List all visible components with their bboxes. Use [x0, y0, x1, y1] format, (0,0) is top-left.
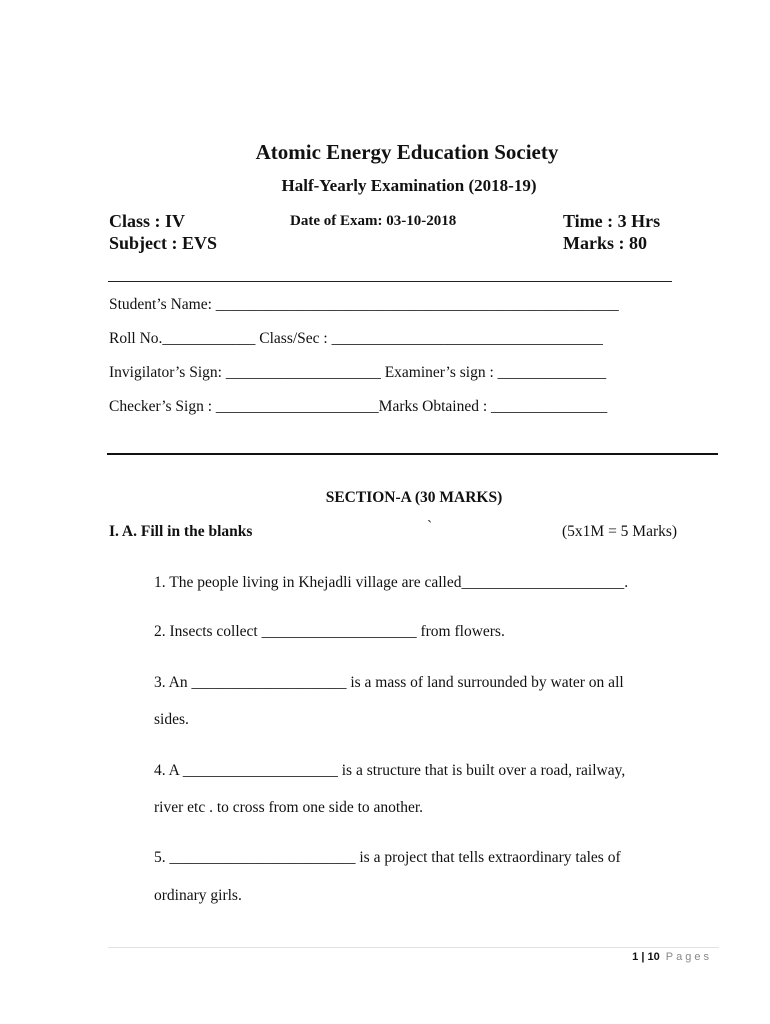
section-title: SECTION-A (30 MARKS)	[325, 489, 503, 506]
page-footer	[632, 951, 712, 963]
document-title: Atomic Energy Education Society	[255, 140, 559, 164]
question-3: 3. An ____________________ is a mass of land surrounded by water on all	[154, 674, 624, 691]
question-1: 1. The people living in Khejadli village are called_____________________.	[154, 574, 629, 591]
question-4: 4. A ____________________ is a structure that is built over a road, railway,	[154, 762, 626, 779]
pages-label: Pages	[659, 951, 712, 963]
marks-note: (5x1M = 5 Marks)	[562, 523, 678, 540]
exam-time: Time : 3 Hrs	[563, 211, 661, 231]
question-2: 2. Insects collect ____________________ from flowers.	[154, 623, 505, 640]
stray-mark: `	[427, 518, 433, 535]
checker-marks-field: Checker’s Sign : _____________________Marks Obtained : _______________	[109, 398, 608, 415]
roll-class-field: Roll No.____________ Class/Sec : ___________________________________	[109, 330, 603, 347]
page-separator: |	[638, 951, 648, 963]
question-4-cont: river etc . to cross from one side to another.	[154, 799, 424, 816]
question-5-cont: ordinary girls.	[154, 887, 242, 904]
question-5: 5. ________________________ is a project that tells extraordinary tales of	[154, 849, 621, 866]
footer-divider	[108, 947, 719, 948]
subject-label: Subject : EVS	[109, 233, 218, 253]
exam-subtitle: Half-Yearly Examination (2018-19)	[281, 176, 537, 195]
exam-date: Date of Exam: 03-10-2018	[290, 213, 457, 229]
invigilator-examiner-field: Invigilator’s Sign: ____________________ Examiner’s sign : ______________	[109, 364, 607, 381]
section-divider	[107, 453, 718, 455]
question-3-cont: sides.	[154, 711, 189, 728]
class-label: Class : IV	[109, 211, 186, 231]
student-name-field: Student’s Name: ____________________________________________________	[109, 296, 619, 313]
page-total: 10	[647, 951, 660, 963]
header-divider	[108, 281, 672, 282]
question-heading: I. A. Fill in the blanks	[109, 523, 253, 540]
exam-marks: Marks : 80	[563, 233, 647, 253]
page-number: 1	[632, 951, 639, 963]
